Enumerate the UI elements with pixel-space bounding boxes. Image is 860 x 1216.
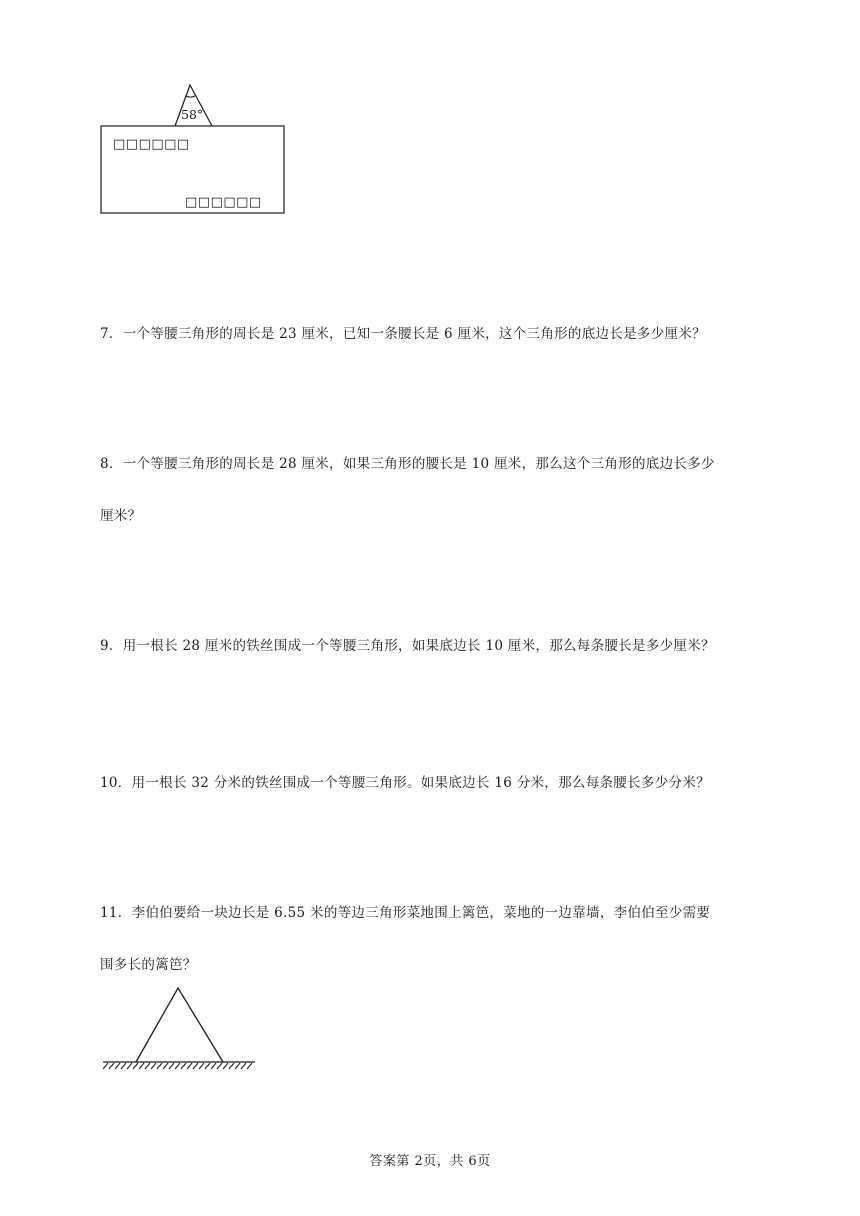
page-footer: 答案第 2页，共 6页 bbox=[369, 1154, 491, 1169]
question-8-line-2: 厘米？ bbox=[100, 508, 142, 524]
wall-hatch-mark bbox=[121, 1063, 126, 1069]
wall-hatch-mark bbox=[205, 1063, 210, 1069]
question-8 bbox=[100, 438, 760, 542]
wall-hatch-mark bbox=[157, 1063, 162, 1069]
wall-hatch-mark bbox=[193, 1063, 198, 1069]
wall-hatch-mark bbox=[133, 1063, 138, 1069]
wall-hatch-mark bbox=[229, 1063, 234, 1069]
wall-hatch-mark bbox=[151, 1063, 156, 1069]
wall-hatch-mark bbox=[241, 1063, 246, 1069]
wall-hatch-mark bbox=[187, 1063, 192, 1069]
sign-top-boxes: □□□□□□ bbox=[113, 137, 190, 152]
wall-hatch-mark bbox=[169, 1063, 174, 1069]
question-9-line-1: 9．用一根长 28 厘米的铁丝围成一个等腰三角形，如果底边长 10 厘米，那么每条腰长是多少厘米？ bbox=[100, 638, 715, 654]
wall-hatch-mark bbox=[109, 1063, 114, 1069]
question-11-line-2: 围多长的篱笆？ bbox=[100, 957, 197, 973]
wall-hatch-mark bbox=[145, 1063, 150, 1069]
question-10 bbox=[100, 757, 760, 809]
sign-bottom-boxes: □□□□□□ bbox=[185, 195, 262, 210]
equilateral-triangle bbox=[136, 988, 223, 1062]
wall-hatch-mark bbox=[127, 1063, 132, 1069]
wall-hatch-mark bbox=[199, 1063, 204, 1069]
wall-hatch-mark bbox=[223, 1063, 228, 1069]
angle-label: 58° bbox=[181, 107, 204, 122]
wall-hatch-mark bbox=[181, 1063, 186, 1069]
angle-arc bbox=[186, 96, 195, 97]
wall-hatch-mark bbox=[115, 1063, 120, 1069]
sign-board-figure bbox=[98, 82, 288, 218]
wall-hatch-mark bbox=[103, 1063, 108, 1069]
question-11-line-1: 11．李伯伯要给一块边长是 6.55 米的等边三角形菜地围上篱笆，菜地的一边靠墙，李伯伯至少需要 bbox=[100, 905, 711, 921]
wall-hatch-mark bbox=[163, 1063, 168, 1069]
wall-hatch-mark bbox=[175, 1063, 180, 1069]
question-10-line-1: 10．用一根长 32 分米的铁丝围成一个等腰三角形。如果底边长 16 分米，那么每条腰长多少分米？ bbox=[100, 775, 710, 791]
triangle-wall-figure bbox=[100, 985, 260, 1071]
question-7 bbox=[100, 308, 760, 360]
wall-hatch-mark bbox=[235, 1063, 240, 1069]
wall-hatch-mark bbox=[247, 1063, 252, 1069]
question-8-line-1: 8．一个等腰三角形的周长是 28 厘米，如果三角形的腰长是 10 厘米，那么这个三角形的底边长多少 bbox=[100, 456, 715, 472]
wall-hatch-mark bbox=[217, 1063, 222, 1069]
wall-hatch-mark bbox=[211, 1063, 216, 1069]
wall-hatching bbox=[103, 1063, 252, 1069]
question-7-line-1: 7．一个等腰三角形的周长是 23 厘米，已知一条腰长是 6 厘米，这个三角形的底边长是多少厘米？ bbox=[100, 326, 706, 342]
question-9 bbox=[100, 620, 760, 672]
wall-hatch-mark bbox=[139, 1063, 144, 1069]
question-11 bbox=[100, 887, 760, 991]
